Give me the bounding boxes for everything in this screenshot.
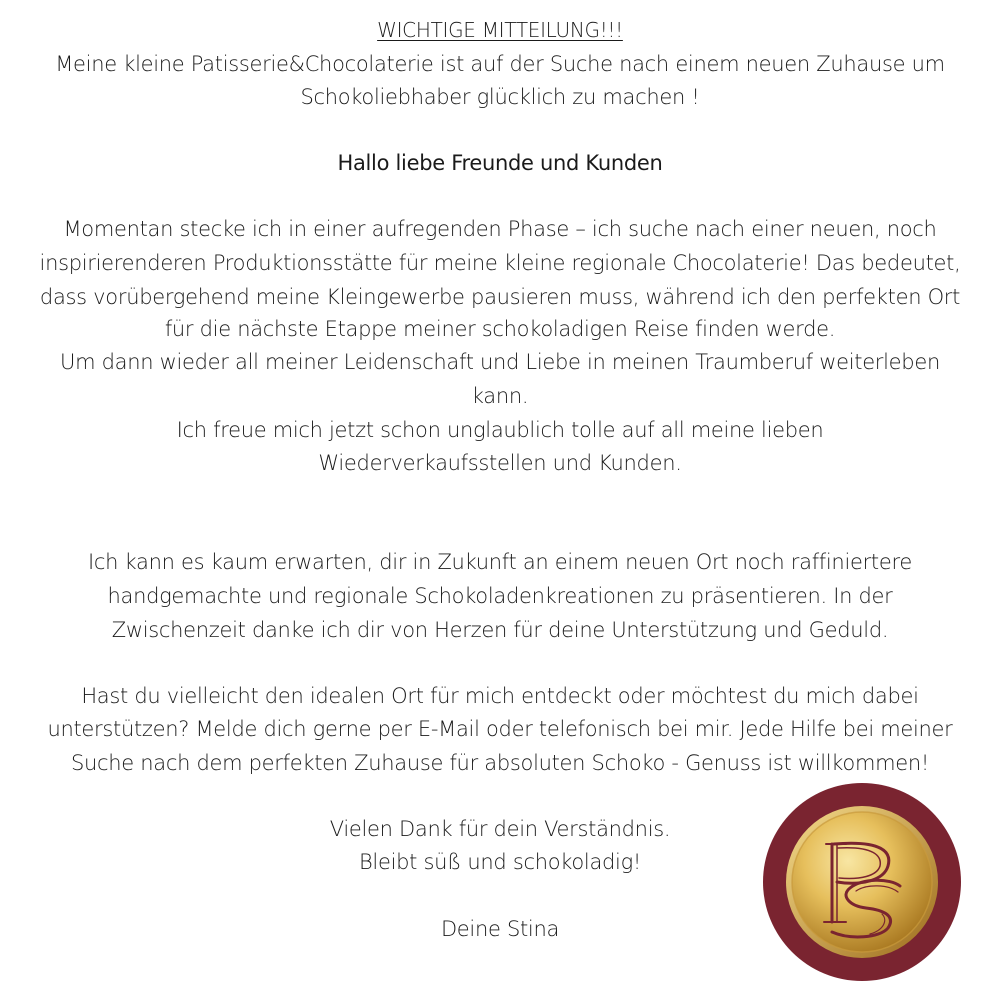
paragraph1-line: inspirierenderen Produktionsstätte für meine kleine regionale Chocolaterie! Das bedeutet, [39, 251, 961, 275]
notice-title: WICHTIGE MITTEILUNG!!! [377, 18, 623, 42]
paragraph2-line: handgemachte und regionale Schokoladenkreationen zu präsentieren. In der [107, 584, 893, 608]
paragraph3-line: unterstützen? Melde dich gerne per E-Mail oder telefonisch bei mir. Jede Hilfe bei meiner [47, 717, 953, 741]
paragraph1-line: Wiederverkaufsstellen und Kunden. [318, 451, 682, 475]
greeting: Hallo liebe Freunde und Kunden [337, 151, 663, 175]
paragraph2-line: Ich kann es kaum erwarten, dir in Zukunft an einem neuen Ort noch raffiniertere [88, 550, 912, 574]
ps-monogram-seal [762, 782, 962, 982]
paragraph1-line: Ich freue mich jetzt schon unglaublich tolle auf all meine lieben [176, 418, 824, 442]
paragraph1-line: kann. [471, 384, 529, 408]
paragraph1-line: für die nächste Etappe meiner schokoladigen Reise finden werde. [164, 317, 836, 341]
intro-line-1: Meine kleine Patisserie&Chocolaterie ist auf der Suche nach einem neuen Zuhause um [55, 52, 945, 76]
paragraph1-line: Momentan stecke ich in einer aufregenden Phase – ich suche nach einer neuen, noch [63, 217, 937, 241]
paragraph3-line: Hast du vielleicht den idealen Ort für mich entdeckt oder möchtest du mich dabei [81, 684, 919, 708]
intro-line-2: Schokoliebhaber glücklich zu machen ! [300, 85, 700, 109]
paragraph3-line: Suche nach dem perfekten Zuhause für absoluten Schoko - Genuss ist willkommen! [70, 751, 930, 775]
paragraph1-line: dass vorübergehend meine Kleingewerbe pausieren muss, während ich den perfekten Ort [39, 285, 961, 309]
closing-line-2: Bleibt süß und schokoladig! [358, 850, 642, 874]
paragraph1-line: Um dann wieder all meiner Leidenschaft und Liebe in meinen Traumberuf weiterleben [60, 350, 940, 374]
paragraph2-line: Zwischenzeit danke ich dir von Herzen für deine Unterstützung und Geduld. [111, 618, 889, 642]
signature: Deine Stina [440, 917, 560, 941]
closing-line-1: Vielen Dank für dein Verständnis. [329, 817, 671, 841]
